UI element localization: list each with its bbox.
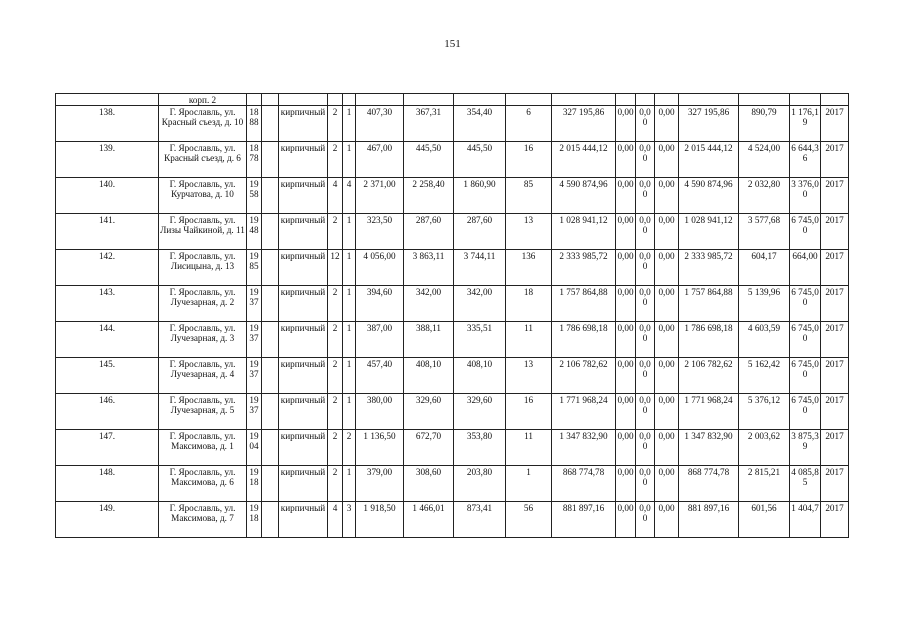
cell-max-cost: 6 745,00 — [790, 322, 821, 358]
cell-completion-year: 2017 — [821, 466, 849, 502]
cell-floors: 2 — [328, 358, 343, 394]
cell-max-cost: 6 745,00 — [790, 394, 821, 430]
cell-wall-material: кирпичный — [279, 466, 328, 502]
cell-address: Г. Ярославль, ул. Лучезарная, д. 2 — [159, 286, 247, 322]
page-number: 151 — [444, 38, 461, 50]
cell-residents: 136 — [506, 250, 552, 286]
cell-residents: 13 — [506, 214, 552, 250]
cell-residential-area: 354,40 — [454, 106, 506, 142]
cell-fund-a: 0,00 — [616, 394, 636, 430]
cell-living-area: 2 258,40 — [404, 178, 454, 214]
cell-unit-cost: 5 139,96 — [739, 286, 790, 322]
table-row — [56, 106, 849, 142]
cell-unit-cost: 4 603,59 — [739, 322, 790, 358]
cell-row-number: 143. — [56, 286, 159, 322]
cell-residential-area: 335,51 — [454, 322, 506, 358]
cell-row-number: 140. — [56, 178, 159, 214]
cell-residents: 16 — [506, 142, 552, 178]
cell-entrances: 1 — [343, 322, 356, 358]
cell-unit-cost: 890,79 — [739, 106, 790, 142]
cell-total-area: 4 056,00 — [356, 250, 404, 286]
cell-fund-b: 0,00 — [636, 178, 655, 214]
cell-empty — [262, 322, 279, 358]
cell-year: 1937 — [247, 322, 262, 358]
cell-total-area: 387,00 — [356, 322, 404, 358]
cell-total-area: 457,40 — [356, 358, 404, 394]
table-row — [56, 358, 849, 394]
cell-completion-year: 2017 — [821, 106, 849, 142]
cell-wall-material: кирпичный — [279, 358, 328, 394]
cell-owner-funds: 2 333 985,72 — [679, 250, 739, 286]
cell-year: 1958 — [247, 178, 262, 214]
cell-total-cost: 1 347 832,90 — [552, 430, 616, 466]
cell-row-number: 141. — [56, 214, 159, 250]
cell-fund-c: 0,00 — [655, 430, 679, 466]
cell-owner-funds: 1 757 864,88 — [679, 286, 739, 322]
cell-floors: 2 — [328, 394, 343, 430]
cell-floors: 2 — [328, 430, 343, 466]
cell-owner-funds: 2 015 444,12 — [679, 142, 739, 178]
cell-completion-year: 2017 — [821, 214, 849, 250]
cell-fund-a: 0,00 — [616, 466, 636, 502]
cell-wall-material: кирпичный — [279, 214, 328, 250]
cell-fund-b: 0,00 — [636, 430, 655, 466]
cell-address: Г. Ярославль, ул. Лучезарная, д. 4 — [159, 358, 247, 394]
table-row-continuation — [56, 94, 849, 106]
cell-residents: 1 — [506, 466, 552, 502]
cell-max-cost: 1 176,19 — [790, 106, 821, 142]
cell-completion-year: 2017 — [821, 358, 849, 394]
cell-fund-a: 0,00 — [616, 358, 636, 394]
cell-fund-b: 0,00 — [636, 502, 655, 538]
cell-fund-c: 0,00 — [655, 286, 679, 322]
cell-fund-c: 0,00 — [655, 106, 679, 142]
cell-row-number: 144. — [56, 322, 159, 358]
cell-max-cost: 3 376,00 — [790, 178, 821, 214]
cell-residents: 56 — [506, 502, 552, 538]
cell-completion-year: 2017 — [821, 322, 849, 358]
cell-floors: 2 — [328, 466, 343, 502]
cell-year: 1937 — [247, 394, 262, 430]
cell-unit-cost: 2 003,62 — [739, 430, 790, 466]
cell-floors: 12 — [328, 250, 343, 286]
cell-owner-funds: 1 347 832,90 — [679, 430, 739, 466]
cell-address: Г. Ярославль, ул. Курчатова, д. 10 — [159, 178, 247, 214]
cell-row-number: 148. — [56, 466, 159, 502]
cell-entrances: 4 — [343, 178, 356, 214]
cell-year: 1918 — [247, 502, 262, 538]
cell-empty — [262, 394, 279, 430]
table-row — [56, 286, 849, 322]
cell-fund-c: 0,00 — [655, 178, 679, 214]
cell-row-number: 149. — [56, 502, 159, 538]
cell-living-area: 308,60 — [404, 466, 454, 502]
cell-wall-material: кирпичный — [279, 250, 328, 286]
cell-row-number: 138. — [56, 106, 159, 142]
cell-fund-b: 0,00 — [636, 250, 655, 286]
cell-fund-b: 0,00 — [636, 286, 655, 322]
cell-year: 1918 — [247, 466, 262, 502]
table-body — [56, 94, 849, 538]
cell-max-cost: 4 085,85 — [790, 466, 821, 502]
cell-living-area: 342,00 — [404, 286, 454, 322]
cell-address: корп. 2 — [159, 94, 247, 106]
cell-address: Г. Ярославль, ул. Максимова, д. 6 — [159, 466, 247, 502]
cell-fund-b: 0,00 — [636, 214, 655, 250]
cell-address: Г. Ярославль, ул. Максимова, д. 7 — [159, 502, 247, 538]
cell-fund-c: 0,00 — [655, 358, 679, 394]
cell-unit-cost: 3 577,68 — [739, 214, 790, 250]
cell-residents: 11 — [506, 322, 552, 358]
cell-total-cost: 1 771 968,24 — [552, 394, 616, 430]
cell-entrances: 1 — [343, 394, 356, 430]
cell-unit-cost: 604,17 — [739, 250, 790, 286]
cell-empty — [262, 250, 279, 286]
cell-address: Г. Ярославль, ул. Максимова, д. 1 — [159, 430, 247, 466]
cell-residential-area: 1 860,90 — [454, 178, 506, 214]
cell-row-number: 145. — [56, 358, 159, 394]
cell-empty — [262, 502, 279, 538]
cell-fund-a: 0,00 — [616, 430, 636, 466]
cell-entrances: 1 — [343, 106, 356, 142]
cell-fund-c: 0,00 — [655, 394, 679, 430]
cell-residential-area: 3 744,11 — [454, 250, 506, 286]
cell-living-area: 287,60 — [404, 214, 454, 250]
cell-fund-c: 0,00 — [655, 322, 679, 358]
cell-completion-year: 2017 — [821, 250, 849, 286]
cell-wall-material: кирпичный — [279, 142, 328, 178]
table-row — [56, 466, 849, 502]
cell-living-area: 445,50 — [404, 142, 454, 178]
cell-address: Г. Ярославль, ул. Лучезарная, д. 5 — [159, 394, 247, 430]
cell-total-area: 394,60 — [356, 286, 404, 322]
table-row — [56, 322, 849, 358]
cell-residents: 85 — [506, 178, 552, 214]
cell-residential-area: 287,60 — [454, 214, 506, 250]
cell-unit-cost: 4 524,00 — [739, 142, 790, 178]
cell-residential-area: 342,00 — [454, 286, 506, 322]
cell-residential-area: 203,80 — [454, 466, 506, 502]
cell-wall-material: кирпичный — [279, 430, 328, 466]
table-row — [56, 250, 849, 286]
cell-entrances: 1 — [343, 142, 356, 178]
cell-completion-year: 2017 — [821, 394, 849, 430]
cell-total-cost: 4 590 874,96 — [552, 178, 616, 214]
cell-owner-funds: 4 590 874,96 — [679, 178, 739, 214]
table-row — [56, 214, 849, 250]
cell-residential-area: 445,50 — [454, 142, 506, 178]
cell-total-area: 1 136,50 — [356, 430, 404, 466]
cell-floors: 2 — [328, 106, 343, 142]
cell-row-number: 142. — [56, 250, 159, 286]
cell-floors: 2 — [328, 286, 343, 322]
cell-total-cost: 2 015 444,12 — [552, 142, 616, 178]
cell-living-area: 408,10 — [404, 358, 454, 394]
table-row — [56, 394, 849, 430]
table-row — [56, 142, 849, 178]
cell-completion-year: 2017 — [821, 142, 849, 178]
cell-wall-material: кирпичный — [279, 106, 328, 142]
cell-max-cost: 6 644,36 — [790, 142, 821, 178]
cell-address: Г. Ярославль, ул. Лисицына, д. 13 — [159, 250, 247, 286]
cell-owner-funds: 1 771 968,24 — [679, 394, 739, 430]
cell-fund-a: 0,00 — [616, 502, 636, 538]
cell-total-cost: 868 774,78 — [552, 466, 616, 502]
cell-wall-material: кирпичный — [279, 322, 328, 358]
cell-floors: 2 — [328, 214, 343, 250]
cell-completion-year: 2017 — [821, 178, 849, 214]
cell-empty — [262, 358, 279, 394]
cell-unit-cost: 2 032,80 — [739, 178, 790, 214]
cell-fund-b: 0,00 — [636, 142, 655, 178]
cell-empty — [262, 430, 279, 466]
cell-fund-a: 0,00 — [616, 106, 636, 142]
cell-year: 1904 — [247, 430, 262, 466]
cell-total-cost: 327 195,86 — [552, 106, 616, 142]
cell-living-area: 329,60 — [404, 394, 454, 430]
cell-fund-c: 0,00 — [655, 142, 679, 178]
cell-total-cost: 2 106 782,62 — [552, 358, 616, 394]
cell-fund-b: 0,00 — [636, 466, 655, 502]
cell-entrances: 1 — [343, 466, 356, 502]
cell-year: 1937 — [247, 358, 262, 394]
cell-empty — [262, 142, 279, 178]
table-row — [56, 502, 849, 538]
cell-empty — [262, 178, 279, 214]
cell-year: 1937 — [247, 286, 262, 322]
cell-floors: 4 — [328, 502, 343, 538]
cell-fund-c: 0,00 — [655, 502, 679, 538]
cell-fund-b: 0,00 — [636, 394, 655, 430]
cell-total-area: 467,00 — [356, 142, 404, 178]
cell-fund-a: 0,00 — [616, 142, 636, 178]
cell-empty — [262, 286, 279, 322]
cell-living-area: 1 466,01 — [404, 502, 454, 538]
cell-entrances: 1 — [343, 286, 356, 322]
cell-unit-cost: 5 376,12 — [739, 394, 790, 430]
cell-wall-material: кирпичный — [279, 286, 328, 322]
cell-max-cost: 664,00 — [790, 250, 821, 286]
cell-living-area: 672,70 — [404, 430, 454, 466]
cell-fund-a: 0,00 — [616, 286, 636, 322]
cell-total-area: 1 918,50 — [356, 502, 404, 538]
cell-wall-material: кирпичный — [279, 178, 328, 214]
cell-residents: 18 — [506, 286, 552, 322]
cell-floors: 2 — [328, 322, 343, 358]
cell-residents: 11 — [506, 430, 552, 466]
cell-max-cost: 6 745,00 — [790, 358, 821, 394]
cell-total-area: 323,50 — [356, 214, 404, 250]
cell-fund-a: 0,00 — [616, 322, 636, 358]
cell-residential-area: 408,10 — [454, 358, 506, 394]
cell-address: Г. Ярославль, ул. Красный съезд, д. 10 — [159, 106, 247, 142]
cell-row-number: 147. — [56, 430, 159, 466]
cell-total-area: 380,00 — [356, 394, 404, 430]
cell-residents: 16 — [506, 394, 552, 430]
cell-living-area: 388,11 — [404, 322, 454, 358]
cell-year: 1888 — [247, 106, 262, 142]
cell-entrances: 1 — [343, 214, 356, 250]
cell-empty — [262, 106, 279, 142]
cell-owner-funds: 1 786 698,18 — [679, 322, 739, 358]
cell-owner-funds: 1 028 941,12 — [679, 214, 739, 250]
table-row — [56, 430, 849, 466]
cell-completion-year: 2017 — [821, 502, 849, 538]
cell-total-cost: 1 757 864,88 — [552, 286, 616, 322]
cell-total-cost: 881 897,16 — [552, 502, 616, 538]
cell-total-cost: 1 786 698,18 — [552, 322, 616, 358]
cell-address: Г. Ярославль, ул. Красный съезд, д. 6 — [159, 142, 247, 178]
cell-fund-b: 0,00 — [636, 106, 655, 142]
cell-empty — [262, 214, 279, 250]
cell-fund-a: 0,00 — [616, 178, 636, 214]
cell-fund-a: 0,00 — [616, 214, 636, 250]
cell-total-area: 379,00 — [356, 466, 404, 502]
cell-max-cost: 1 404,7 — [790, 502, 821, 538]
cell-unit-cost: 5 162,42 — [739, 358, 790, 394]
cell-year: 1878 — [247, 142, 262, 178]
cell-entrances: 3 — [343, 502, 356, 538]
cell-fund-c: 0,00 — [655, 466, 679, 502]
cell-address: Г. Ярославль, ул. Лизы Чайкиной, д. 11 — [159, 214, 247, 250]
cell-living-area: 367,31 — [404, 106, 454, 142]
cell-entrances: 1 — [343, 250, 356, 286]
cell-total-area: 2 371,00 — [356, 178, 404, 214]
cell-residential-area: 329,60 — [454, 394, 506, 430]
cell-completion-year: 2017 — [821, 430, 849, 466]
cell-total-cost: 1 028 941,12 — [552, 214, 616, 250]
cell-fund-c: 0,00 — [655, 250, 679, 286]
cell-wall-material: кирпичный — [279, 394, 328, 430]
cell-residents: 6 — [506, 106, 552, 142]
cell-floors: 2 — [328, 142, 343, 178]
cell-unit-cost: 601,56 — [739, 502, 790, 538]
cell-owner-funds: 327 195,86 — [679, 106, 739, 142]
cell-year: 1985 — [247, 250, 262, 286]
cell-max-cost: 3 875,39 — [790, 430, 821, 466]
cell-max-cost: 6 745,00 — [790, 214, 821, 250]
cell-entrances: 2 — [343, 430, 356, 466]
cell-owner-funds: 868 774,78 — [679, 466, 739, 502]
cell-completion-year: 2017 — [821, 286, 849, 322]
cell-fund-c: 0,00 — [655, 214, 679, 250]
cell-row-number: 139. — [56, 142, 159, 178]
cell-residential-area: 353,80 — [454, 430, 506, 466]
cell-year: 1948 — [247, 214, 262, 250]
cell-floors: 4 — [328, 178, 343, 214]
table-row — [56, 178, 849, 214]
cell-wall-material: кирпичный — [279, 502, 328, 538]
cell-fund-a: 0,00 — [616, 250, 636, 286]
cell-entrances: 1 — [343, 358, 356, 394]
cell-max-cost: 6 745,00 — [790, 286, 821, 322]
cell-residents: 13 — [506, 358, 552, 394]
cell-owner-funds: 881 897,16 — [679, 502, 739, 538]
cell-fund-b: 0,00 — [636, 358, 655, 394]
cell-owner-funds: 2 106 782,62 — [679, 358, 739, 394]
cell-fund-b: 0,00 — [636, 322, 655, 358]
housing-table — [55, 93, 849, 538]
cell-total-cost: 2 333 985,72 — [552, 250, 616, 286]
cell-address: Г. Ярославль, ул. Лучезарная, д. 3 — [159, 322, 247, 358]
cell-row-number: 146. — [56, 394, 159, 430]
cell-total-area: 407,30 — [356, 106, 404, 142]
cell-living-area: 3 863,11 — [404, 250, 454, 286]
cell-empty — [262, 466, 279, 502]
cell-unit-cost: 2 815,21 — [739, 466, 790, 502]
cell-residential-area: 873,41 — [454, 502, 506, 538]
